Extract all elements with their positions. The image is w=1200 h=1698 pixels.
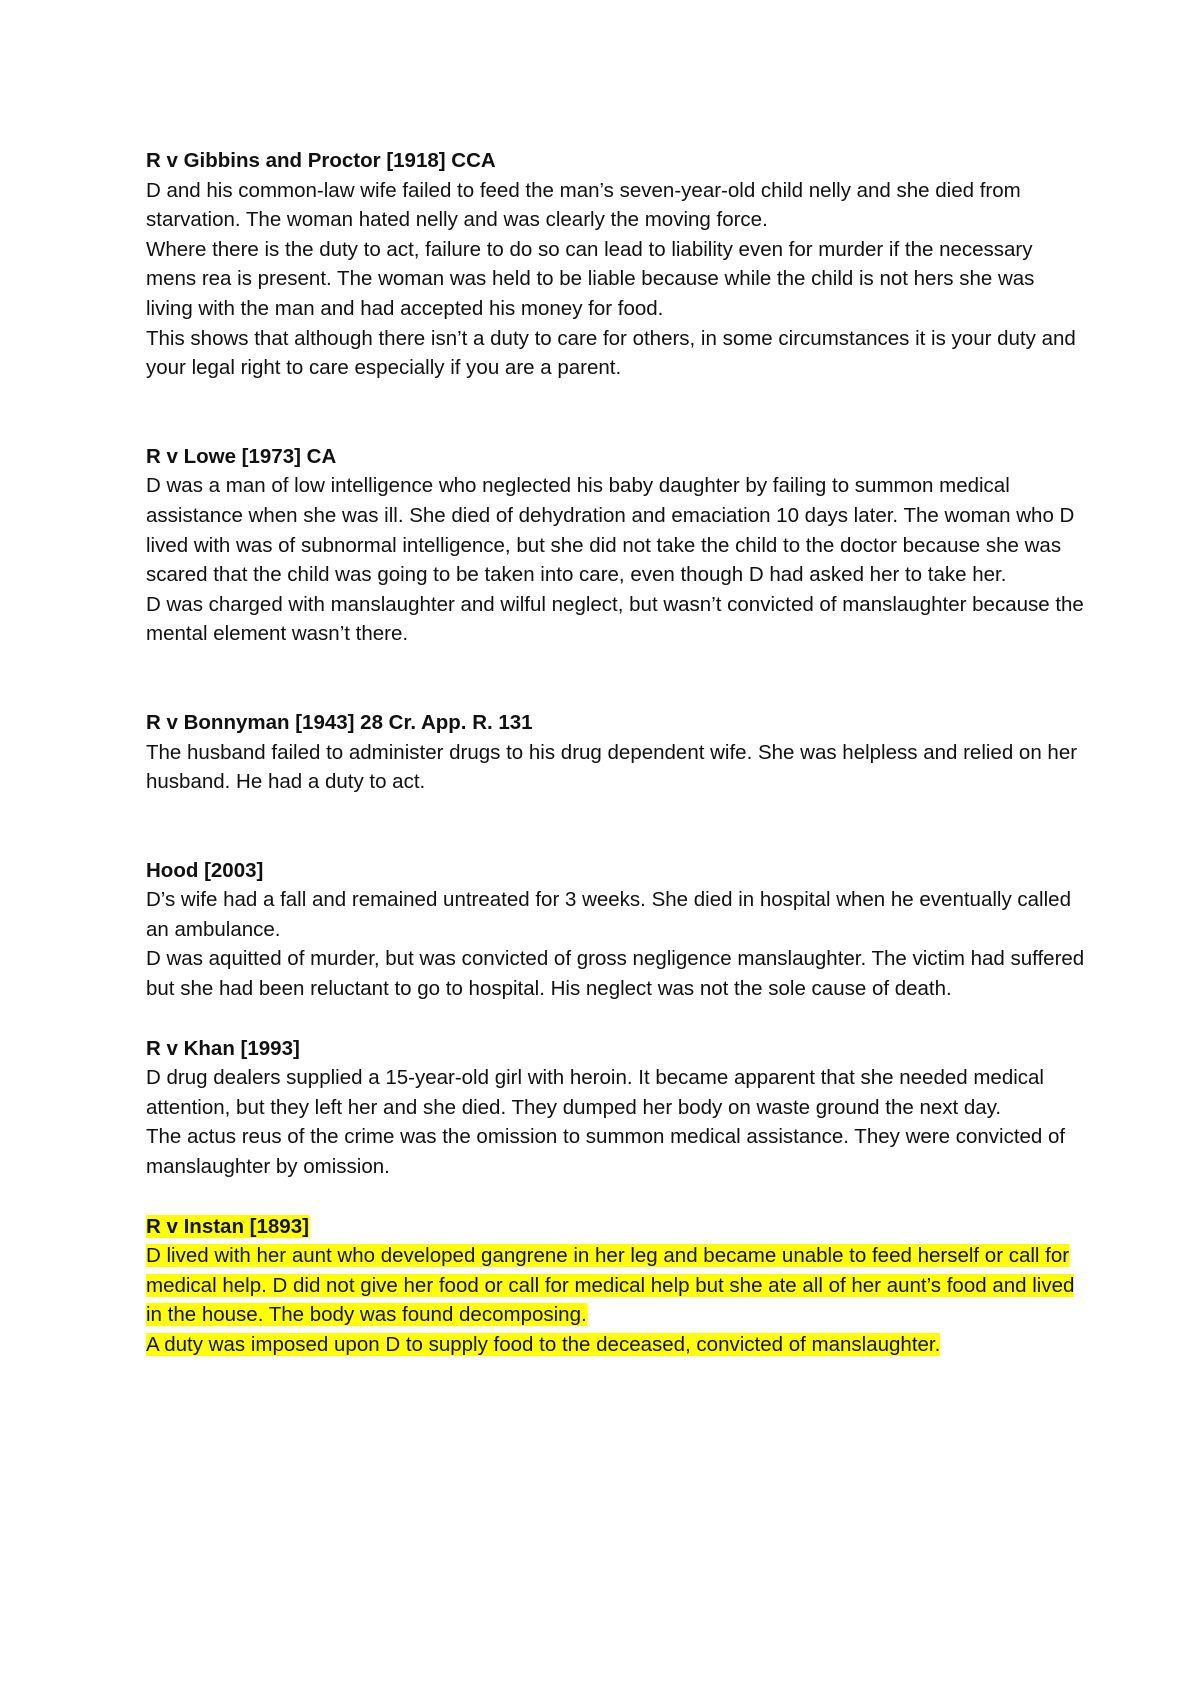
case-title: R v Gibbins and Proctor [1918] CCA	[146, 149, 496, 172]
case-bonnyman	[146, 708, 1086, 797]
highlighted-text: D lived with her aunt who developed gangrene in her leg and became unable to feed herself or call for medical help. D did not give her food or call for medical help but she ate all of her aunt’s food and lived in the house. The body was found decomposing.	[146, 1244, 1075, 1327]
case-paragraph: This shows that although there isn’t a duty to care for others, in some circumstances it is your duty and your legal right to care especially if you are a parent.	[146, 326, 1076, 380]
case-paragraph: D drug dealers supplied a 15-year-old girl with heroin. It became apparent that she needed medical attention, but they left her and she died. They dumped her body on waste ground the next day.	[146, 1066, 1044, 1119]
case-paragraph: D was charged with manslaughter and wilful neglect, but wasn’t convicted of manslaughter because the mental element wasn’t there.	[146, 592, 1084, 646]
case-paragraph: Where there is the duty to act, failure to do so can lead to liability even for murder if the necessary mens rea is present. The woman was held to be liable because while the child is not hers she was living with the man and had accepted his money for food.	[146, 237, 1035, 320]
case-hood	[146, 856, 1086, 1004]
case-paragraph	[146, 1241, 1086, 1330]
document-body	[146, 146, 1086, 1360]
case-title: Hood [2003]	[146, 858, 264, 882]
case-paragraph: The actus reus of the crime was the omission to summon medical assistance. They were convicted of manslaughter by omission.	[146, 1125, 1066, 1179]
spacer	[146, 1182, 1086, 1212]
case-khan	[146, 1034, 1086, 1182]
spacer	[146, 797, 1086, 856]
case-paragraph	[146, 1330, 1086, 1360]
case-title	[146, 1212, 1086, 1242]
case-title: R v Lowe [1973] CA	[146, 444, 337, 468]
case-title: R v Khan [1993]	[146, 1036, 300, 1060]
case-paragraph: D’s wife had a fall and remained untreated for 3 weeks. She died in hospital when he eventually called an ambulance.	[146, 888, 1071, 941]
case-paragraph: D and his common-law wife failed to feed the man’s seven-year-old child nelly and she died from starvation. The woman hated nelly and was clearly the moving force.	[146, 178, 1021, 232]
case-instan-highlighted	[146, 1212, 1086, 1360]
case-paragraph: D was aquitted of murder, but was convicted of gross negligence manslaughter. The victim had suffered but she had been reluctant to go to hospital. His neglect was not the sole cause of death.	[146, 947, 1085, 1001]
highlighted-text: R v Instan [1893]	[146, 1214, 309, 1238]
spacer	[146, 649, 1086, 708]
spacer	[146, 383, 1086, 442]
spacer	[146, 1004, 1086, 1034]
case-gibbins-proctor	[146, 146, 1086, 383]
case-lowe	[146, 442, 1086, 649]
highlighted-text: A duty was imposed upon D to supply food to the deceased, convicted of manslaughter.	[146, 1333, 941, 1356]
case-paragraph: The husband failed to administer drugs to his drug dependent wife. She was helpless and relied on her husband. He had a duty to act.	[146, 740, 1078, 794]
case-paragraph: D was a man of low intelligence who neglected his baby daughter by failing to summon medical assistance when she was ill. She died of dehydration and emaciation 10 days later. The woman who D lived with was of subnormal intelligence, but she did not take the child to the doctor because she was scared that the child was going to be taken into care, even though D had asked her to take her.	[146, 474, 1075, 587]
case-title: R v Bonnyman [1943] 28 Cr. App. R. 131	[146, 710, 533, 734]
